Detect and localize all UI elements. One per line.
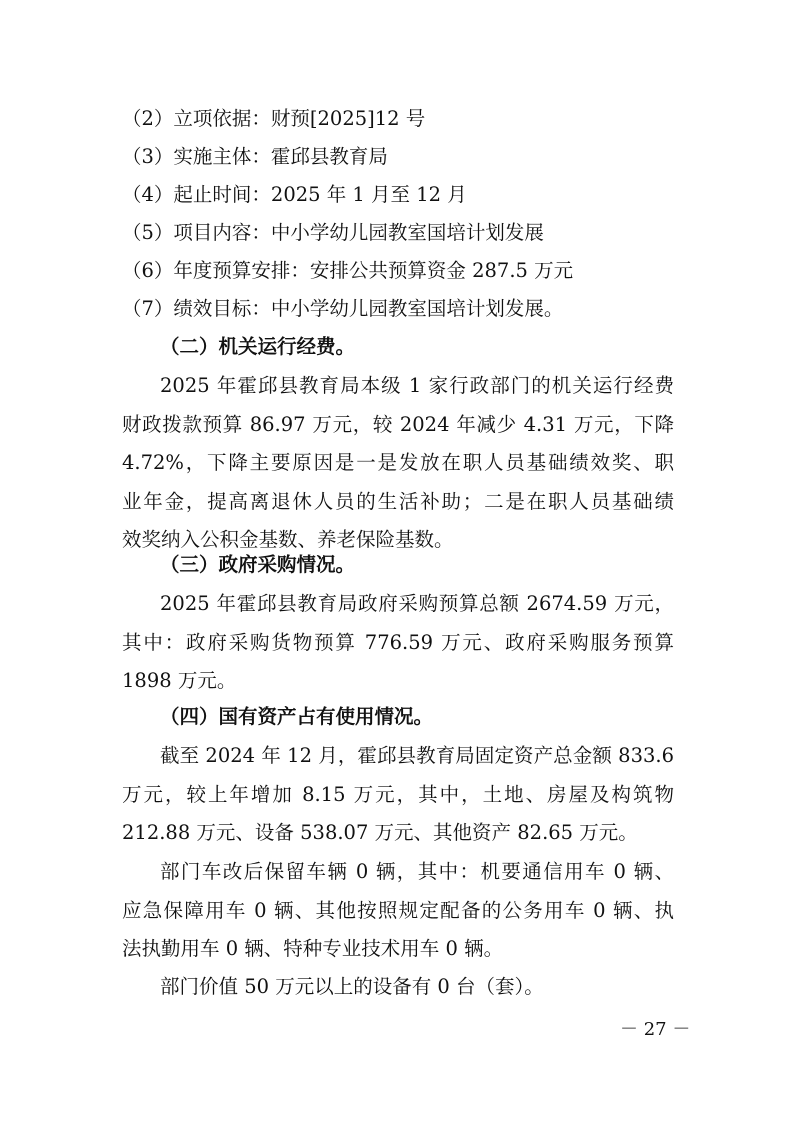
text-line: 万元，较上年增加 8.15 万元，其中，土地、房屋及构筑物	[122, 782, 674, 806]
text-line: 2025 年霍邱县教育局本级 1 家行政部门的机关运行经费	[160, 374, 674, 397]
text-line: 截至 2024 年 12 月，霍邱县教育局固定资产总金额 833.6	[160, 744, 674, 767]
item-basis: （2）立项依据：财预[2025]12 号	[122, 107, 426, 130]
section-heading-procurement: （三）政府采购情况。	[160, 553, 356, 576]
item-implementer: （3）实施主体：霍邱县教育局	[122, 145, 388, 168]
text-line: 部门价值 50 万元以上的设备有 0 台（套）。	[160, 975, 544, 998]
text-line: 部门车改后保留车辆 0 辆，其中：机要通信用车 0 辆、	[160, 860, 674, 883]
text-line: 2025 年霍邱县教育局政府采购预算总额 2674.59 万元，	[160, 592, 674, 615]
section-heading-operating-expenses: （二）机关运行经费。	[160, 335, 356, 358]
text-line: 1898 万元。	[122, 669, 237, 692]
text-line: 业年金，提高离退休人员的生活补助；二是在职人员基础绩	[122, 489, 674, 513]
paragraph-operating-expenses	[122, 367, 674, 560]
text-line: 财政拨款预算 86.97 万元，较 2024 年减少 4.31 万元，下降	[122, 412, 674, 436]
text-line: 其中：政府采购货物预算 776.59 万元、政府采购服务预算	[122, 630, 674, 654]
text-line: 212.88 万元、设备 538.07 万元、其他资产 82.65 万元。	[122, 821, 638, 844]
item-period: （4）起止时间：2025 年 1 月至 12 月	[122, 183, 467, 206]
text-line: 效奖纳入公积金基数、养老保险基数。	[122, 528, 454, 551]
item-budget: （6）年度预算安排：安排公共预算资金 287.5 万元	[122, 259, 574, 282]
paragraph-procurement	[122, 585, 674, 701]
text-line: 法执勤用车 0 辆、特种专业技术用车 0 辆。	[122, 937, 504, 960]
paragraph-fixed-assets	[122, 737, 674, 853]
paragraph-equipment	[122, 968, 674, 1007]
paragraph-vehicles	[122, 853, 674, 969]
text-line: 4.72%，下降主要原因是一是发放在职人员基础绩效奖、职	[122, 451, 674, 474]
item-goal: （7）绩效目标：中小学幼儿园教室国培计划发展。	[122, 297, 564, 320]
item-content: （5）项目内容：中小学幼儿园教室国培计划发展	[122, 221, 544, 244]
text-line: 应急保障用车 0 辆、其他按照规定配备的公务用车 0 辆、执	[122, 898, 674, 922]
section-heading-assets: （四）国有资产占有使用情况。	[160, 705, 434, 728]
page-number: － 27 －	[620, 1019, 691, 1040]
